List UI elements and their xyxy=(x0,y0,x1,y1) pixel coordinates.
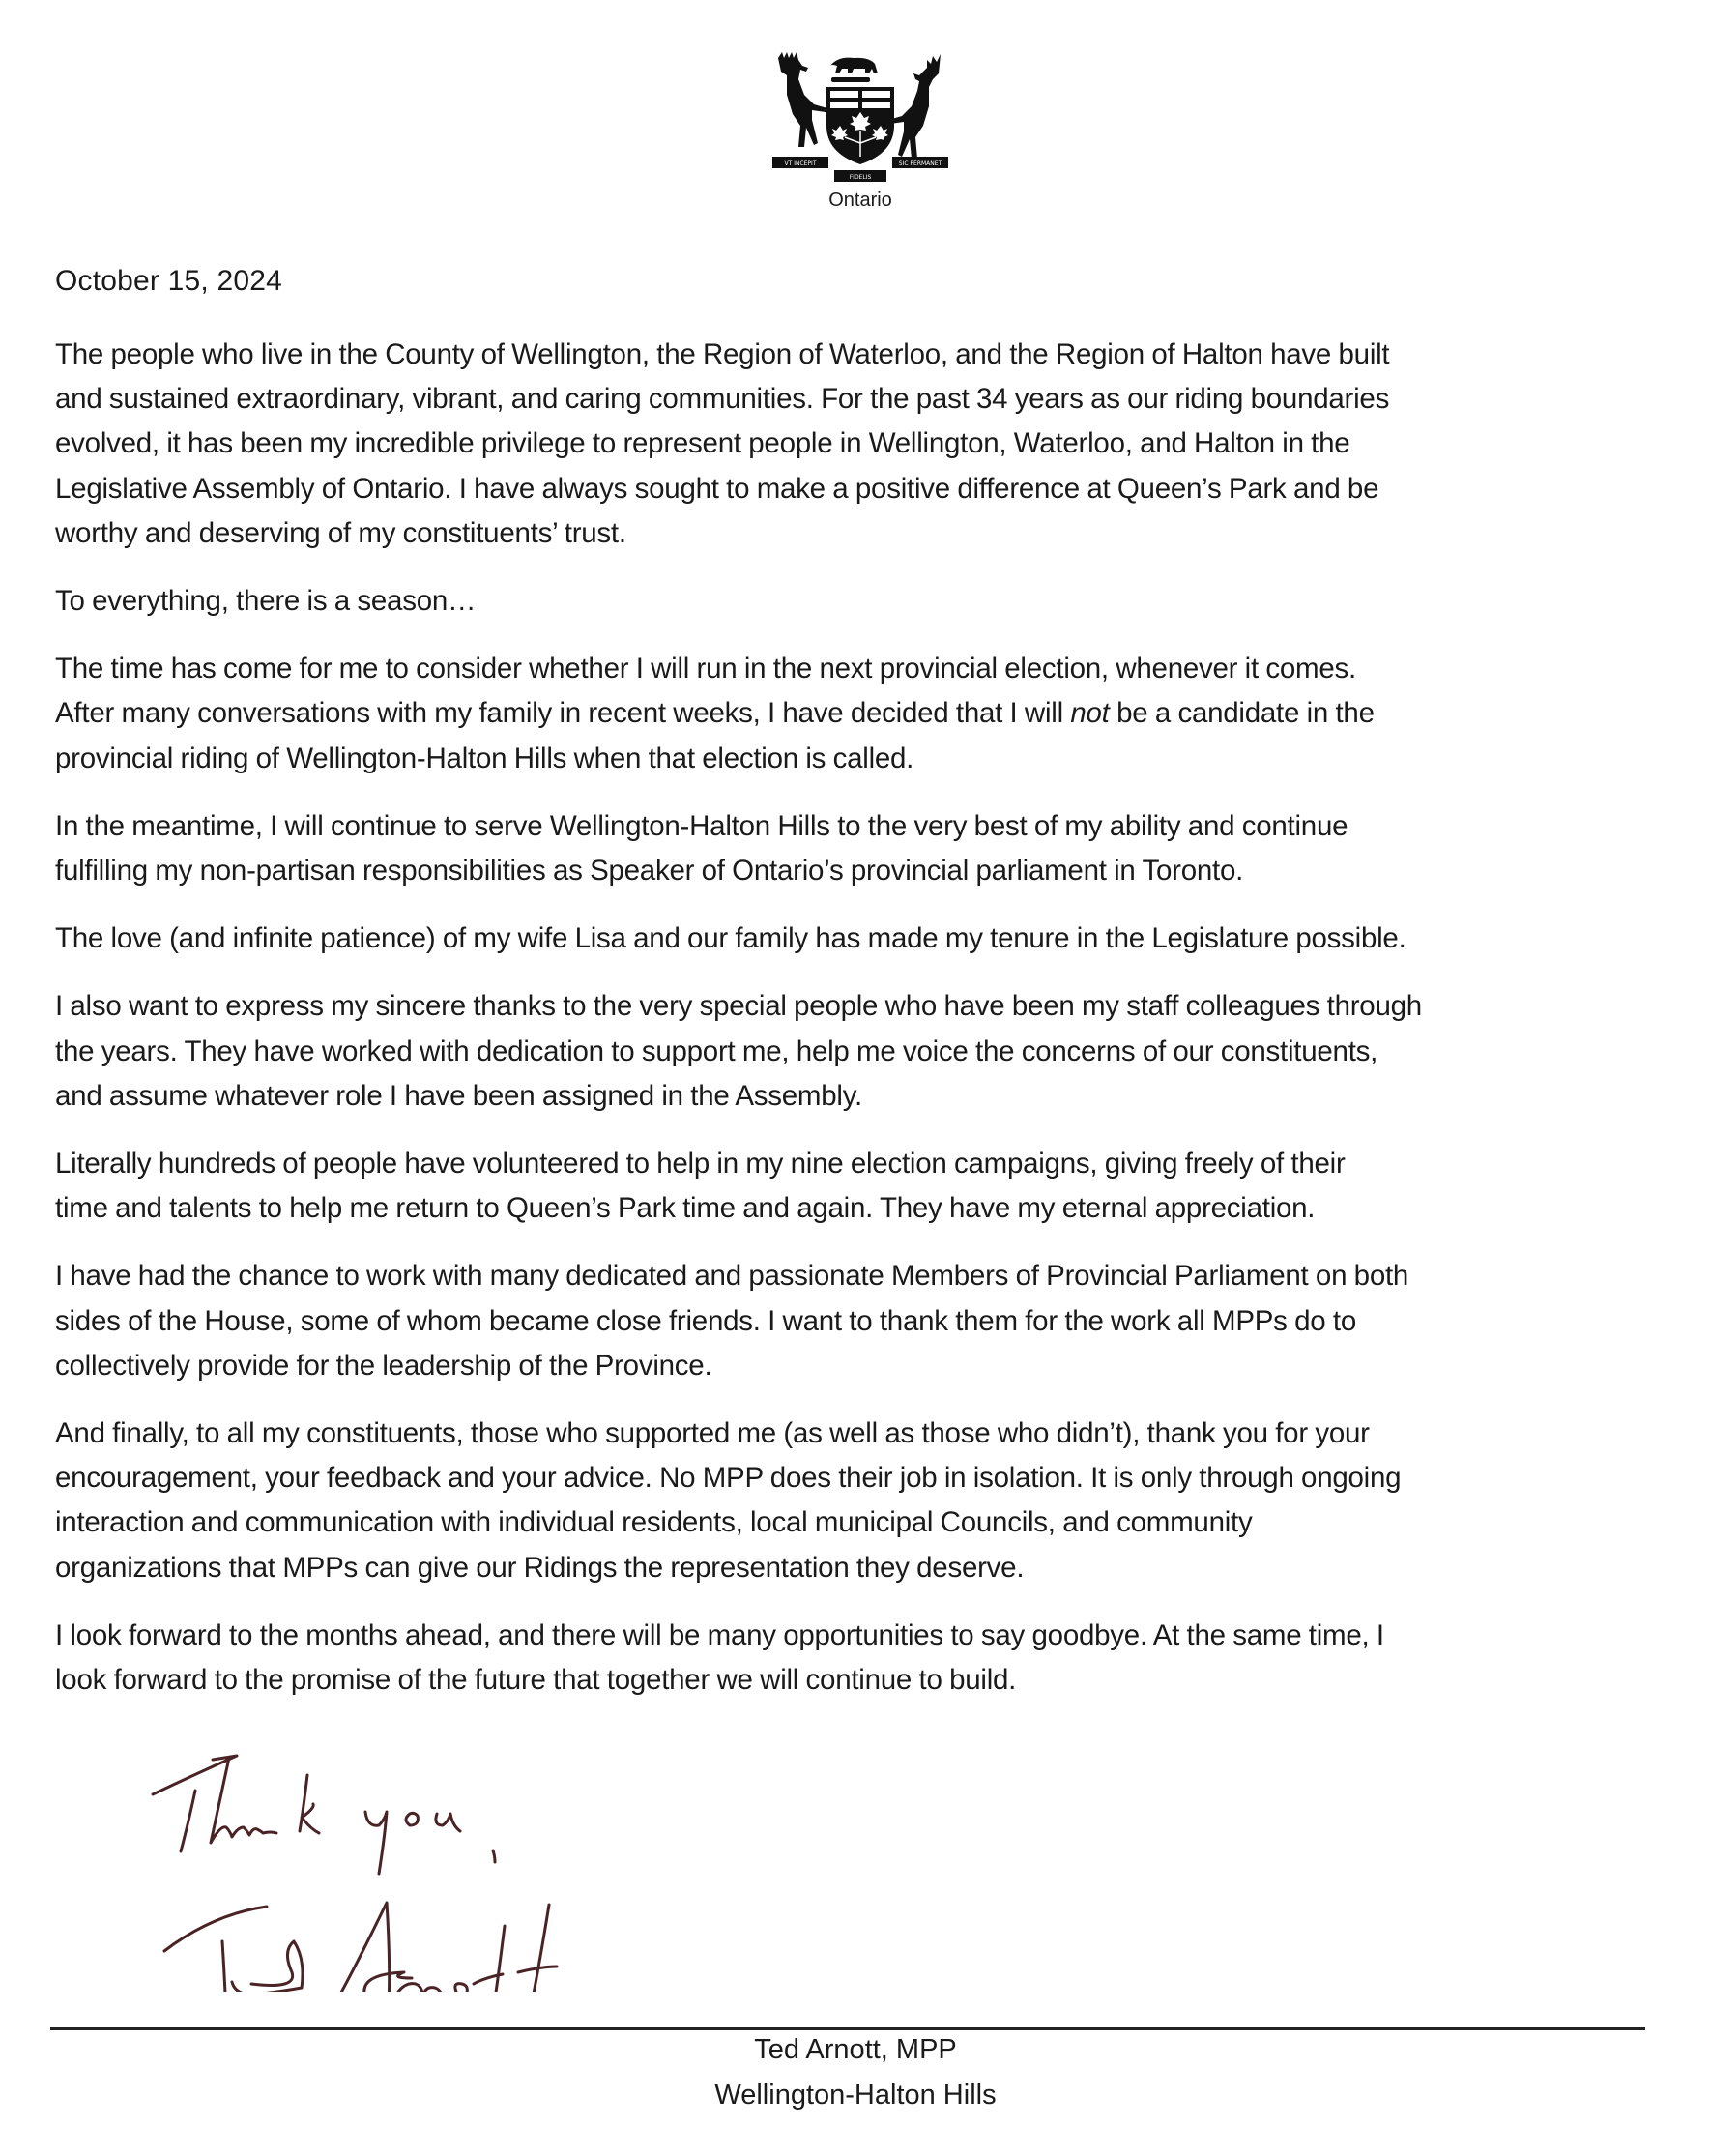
text-line: To everything, there is a season… xyxy=(55,585,477,618)
signature-stroke xyxy=(181,1791,195,1851)
paragraph-colleagues xyxy=(55,1254,1650,1388)
text-line: encouragement, your feedback and your advice. No MPP does their job in isolation. It is only through ongoing xyxy=(55,1462,1402,1495)
signature-stroke xyxy=(365,1812,387,1874)
text-line: time and talents to help me return to Queen’s Park time and again. They have my eternal appreciation. xyxy=(55,1192,1316,1225)
paragraph-season xyxy=(55,579,1650,624)
motto-right: SIC PERMANET xyxy=(898,160,942,167)
signature-stroke xyxy=(518,1905,557,1992)
text-line: collectively provide for the leadership of the Province. xyxy=(55,1349,712,1382)
text-line: the years. They have worked with dedication to support me, help me voice the concerns of our constituents, xyxy=(55,1034,1378,1067)
signature-stroke xyxy=(300,1775,319,1833)
paragraph-intro xyxy=(55,333,1650,556)
text-line: The people who live in the County of Wellington, the Region of Waterloo, and the Region of Halton have built xyxy=(55,338,1390,370)
text-line: fulfilling my non-partisan responsibilities as Speaker of Ontario’s provincial parliament in Toronto. xyxy=(55,855,1244,888)
signature-stroke xyxy=(406,1813,418,1825)
motto-center: FIDELIS xyxy=(849,174,872,181)
text-line: organizations that MPPs can give our Ridings the representation they deserve. xyxy=(55,1551,1025,1584)
text-line: Literally hundreds of people have volunteered to help in my nine election campaigns, giving freely of their xyxy=(55,1148,1346,1180)
paragraph-decision xyxy=(55,647,1650,781)
text-line: I look forward to the months ahead, and there will be many opportunities to say goodbye. At the same time, I xyxy=(55,1618,1384,1651)
signatory-riding: Wellington-Halton Hills xyxy=(714,2080,997,2111)
signature-stroke xyxy=(164,1907,267,1951)
letter-date: October 15, 2024 xyxy=(55,265,283,297)
ontario-coat-of-arms-logo xyxy=(770,48,950,213)
text-line: I also want to express my sincere thanks to the very special people who have been my staff colleagues through xyxy=(55,990,1422,1023)
text-line: interaction and communication with individual residents, local municipal Councils, and community xyxy=(55,1506,1253,1539)
text-line: Legislative Assembly of Ontario. I have always sought to make a positive difference at Queen’s Park and be xyxy=(55,472,1379,505)
emphasis-not: not xyxy=(1070,697,1110,730)
logo-label: Ontario xyxy=(828,189,892,211)
signature-stroke xyxy=(232,1941,303,1992)
paragraph-constituents xyxy=(55,1412,1650,1590)
text-line: I have had the chance to work with many dedicated and passionate Members of Provincial Parliament on both xyxy=(55,1260,1409,1293)
text-line: The time has come for me to consider whether I will run in the next provincial election, whenever it comes. xyxy=(55,653,1356,685)
text-line: And finally, to all my constituents, those who supported me (as well as those who didn’t), thank you for your xyxy=(55,1417,1370,1450)
text-line: provincial riding of Wellington-Halton Hills when that election is called. xyxy=(55,742,914,774)
text-line: look forward to the promise of the future that together we will continue to build. xyxy=(55,1664,1017,1697)
signature-stroke xyxy=(336,1903,412,1992)
signature-stroke xyxy=(455,1984,467,1992)
text-line xyxy=(55,691,1650,736)
letter-body xyxy=(55,333,1650,1726)
text-line: The love (and infinite patience) of my wife Lisa and our family has made my tenure in the Legislature possible. xyxy=(55,922,1406,955)
text-line: sides of the House, some of whom became close friends. I want to thank them for the work all MPPs do to xyxy=(55,1304,1356,1337)
text-line: and assume whatever role I have been assigned in the Assembly. xyxy=(55,1079,862,1112)
text-line: evolved, it has been my incredible privilege to represent people in Wellington, Waterloo, and Halton in the xyxy=(55,427,1350,460)
signature-stroke xyxy=(474,1926,505,1992)
paragraph-staff xyxy=(55,984,1650,1119)
coat-of-arms-icon xyxy=(770,48,950,189)
paragraph-closing xyxy=(55,1614,1650,1703)
text-run: be a candidate in the xyxy=(1116,697,1375,730)
signature-divider xyxy=(50,2027,1645,2030)
signature-stroke xyxy=(211,1758,276,1843)
paragraph-family xyxy=(55,917,1650,961)
text-line: and sustained extraordinary, vibrant, and caring communities. For the past 34 years as our riding boundaries xyxy=(55,383,1390,416)
signature-stroke xyxy=(222,1941,225,1992)
paragraph-meantime xyxy=(55,804,1650,893)
signature-stroke xyxy=(398,1984,443,1992)
motto-left: VT INCEPIT xyxy=(784,160,817,167)
handwritten-signature xyxy=(135,1731,638,1992)
signatory-name-title: Ted Arnott, MPP xyxy=(754,2034,957,2065)
paragraph-volunteers xyxy=(55,1142,1650,1231)
signature-stroke xyxy=(436,1814,460,1831)
text-line: In the meantime, I will continue to serve Wellington-Halton Hills to the very best of my ability and continue xyxy=(55,809,1348,842)
signature-stroke xyxy=(493,1850,495,1862)
text-run: After many conversations with my family in recent weeks, I have decided that I will xyxy=(55,697,1063,730)
text-line: worthy and deserving of my constituents’ trust. xyxy=(55,516,626,549)
